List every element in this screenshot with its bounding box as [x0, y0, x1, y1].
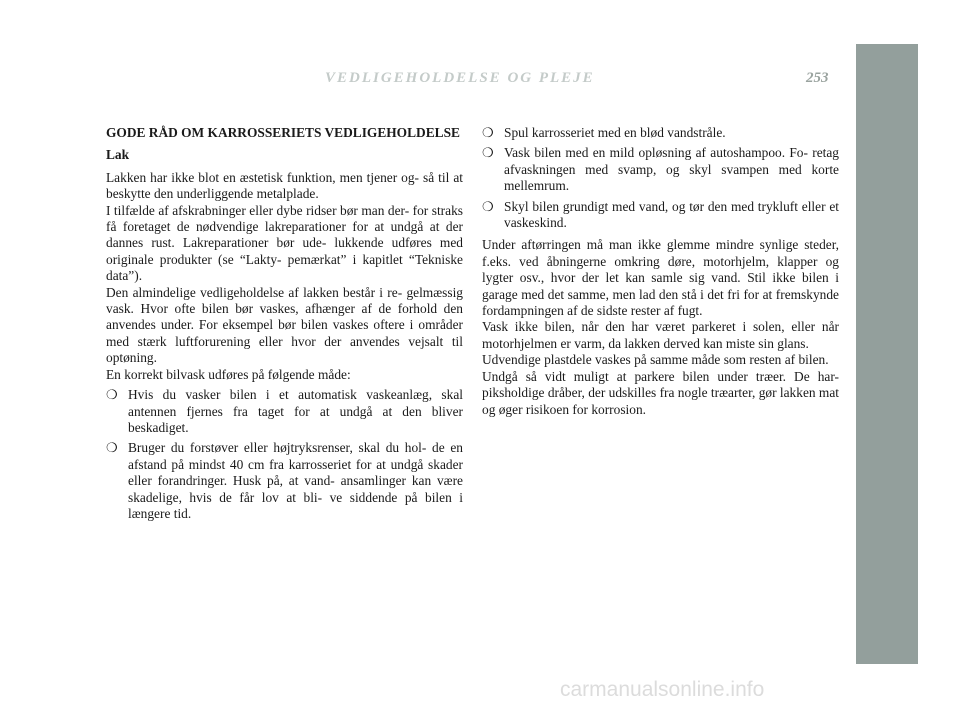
list-item	[482, 199, 839, 232]
left-column	[106, 125, 463, 522]
circle-bullet-icon: ❍	[106, 440, 118, 456]
list-item	[106, 387, 463, 436]
paragraph: Den almindelige vedligeholdelse af lakken består i re- gelmæssig vask. Hvor ofte bilen bør vaskes, afhænger af de forhold den anvendes under. For eksempel bør bilen vaskes oftere i områder med stærk luftforurening eller hvor der anvendes vejsalt til optøning.	[106, 284, 463, 366]
paragraph: I tilfælde af afskrabninger eller dybe ridser bør man der- for straks få foretaget de nødvendige lakreparationer for at undgå at der dannes rust. Lakreparationer bør ude- lukkende udføres med originale produkter (se “Lakty- pemærkat” i kapitlet “Tekniske data”).	[106, 202, 463, 284]
subsection-heading: Lak	[106, 147, 130, 163]
paragraph: Undgå så vidt muligt at parkere bilen under træer. De har- piksholdige dråber, der udskilles fra nogle træarter, gør lakken mat og øger risikoen for korrosion.	[482, 368, 840, 417]
paragraph: Udvendige plastdele vaskes på samme måde som resten af bilen.	[482, 352, 829, 368]
paragraph: En korrekt bilvask udføres på følgende måde:	[106, 366, 351, 382]
chapter-side-tab	[856, 44, 918, 664]
list-item	[482, 145, 839, 194]
circle-bullet-icon: ❍	[482, 145, 494, 161]
list-item-text: Skyl bilen grundigt med vand, og tør den med trykluft eller et vaskeskind.	[504, 198, 839, 231]
paragraph: Vask ikke bilen, når den har været parkeret i solen, eller når motorhjelmen er varm, da lakken derved kan miste sin glans.	[482, 319, 839, 351]
right-column	[482, 125, 839, 418]
list-item	[106, 440, 463, 522]
section-heading: GODE RÅD OM KARROSSERIETS VEDLIGEHOLDELSE	[106, 125, 460, 140]
list-item	[482, 125, 839, 141]
paragraph: Lakken har ikke blot en æstetisk funktion, men tjener og- så til at beskytte den underliggende metalplade.	[106, 169, 463, 202]
list-item-text: Hvis du vasker bilen i et automatisk vaskeanlæg, skal antennen fjernes fra taget for at undgå at den bliver beskadiget.	[128, 387, 463, 435]
circle-bullet-icon: ❍	[106, 387, 118, 403]
running-header-title: VEDLIGEHOLDELSE OG PLEJE	[325, 70, 595, 86]
list-item-text: Vask bilen med en mild opløsning af autoshampoo. Fo- retag afvaskningen med svamp, og skyl svampen med korte mellemrum.	[504, 145, 839, 194]
watermark: carmanualsonline.info	[560, 678, 765, 701]
list-item-text: Bruger du forstøver eller højtryksrenser, skal du hol- de en afstand på mindst 40 cm fra karrosseriet for at undgå skader eller forandringer. Husk på, at vand- ansamlinger kan være skadelige, hvis de får lov at bli- ve siddende på bilen i længere tid.	[128, 440, 463, 521]
list-item-text: Spul karrosseriet med en blød vandstråle.	[504, 125, 726, 140]
circle-bullet-icon: ❍	[482, 125, 494, 140]
paragraph: Under aftørringen må man ikke glemme mindre synlige steder, f.eks. ved åbningerne omkring døre, motorhjelm, klapper og lygter osv., hvor der let kan samle sig vand. Stil ikke bilen i garage med det samme, men lad den stå i det fri for at fremskynde fordampningen af de sidste rester af fugt.	[482, 237, 839, 319]
circle-bullet-icon: ❍	[482, 198, 494, 214]
page-number: 253	[806, 70, 829, 86]
